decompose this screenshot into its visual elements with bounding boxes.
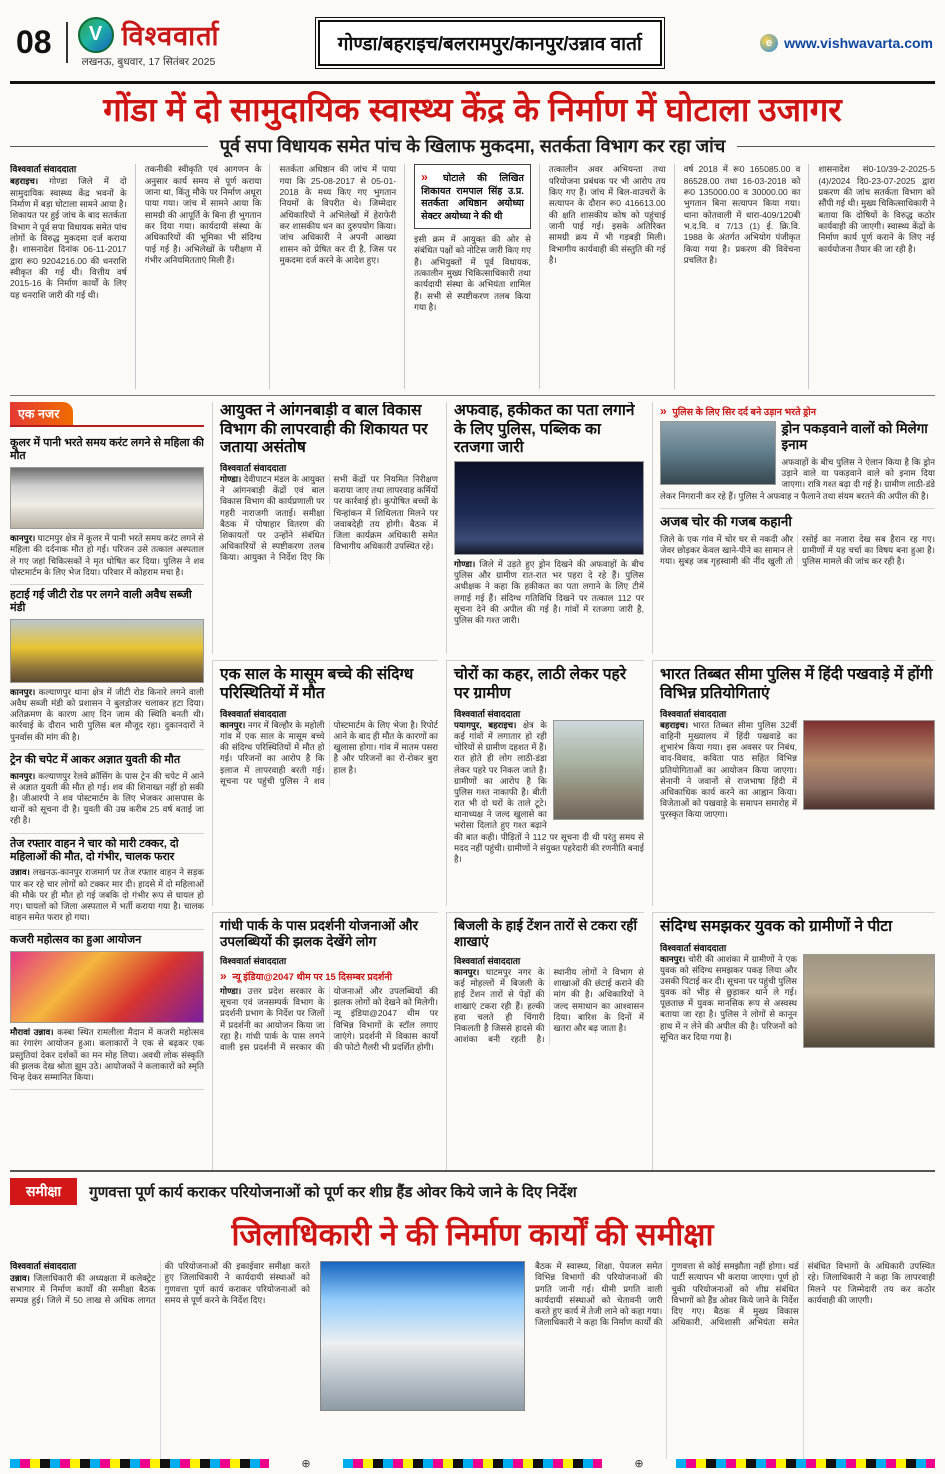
article-byline: विश्ववार्ता संवाददाता [454, 956, 521, 967]
review-text-left [10, 1261, 310, 1459]
article-commissioner-anganwadi [212, 402, 438, 654]
article-city: मौरावां उन्नाव। [10, 1027, 54, 1038]
article-text: उत्तर प्रदेश सरकार के सूचना एवं जनसम्पर्क विभाग के प्रदर्शनी प्रभाग के निर्देश पर जिलों में प्रदर्शनी का आयोजन किया जा रहा है। गांधी पार्क के पास लगने वाली इस प्रदर्शनी में सरकार की योजनाओं और उपलब्धियों की झलक लोगों को देखने को मिलेगी। न्यू इंडिया@2047 थीम पर विभिन्न विभागों के स्टॉल लगाए जाएंगे। प्रदर्शनी में विकास कार्यों की फोटो गैलरी भी प्रदर्शित होगी। [220, 986, 438, 1052]
review-strapline: गुणवत्ता पूर्ण कार्य कराकर परियोजनाओं को पूर्ण कर शीघ्र हैंड ओवर किये जाने के दिए निर्देश [89, 1183, 577, 1201]
lead-city: बहराइच। [10, 176, 39, 187]
article-body [220, 474, 438, 563]
article-title: कूलर में पानी भरते समय करंट लगने से महिला की मौत [10, 437, 204, 463]
review-headline: जिलाधिकारी ने की निर्माण कार्यों की समीक्षा [231, 1217, 714, 1253]
article-text: चोरी की आशंका में ग्रामीणों ने एक युवक को संदिग्ध समझकर पकड़ लिया और उसकी पिटाई कर दी। सूचना पर पहुंची पुलिस युवक को भीड़ से छुड़ाकर थाने ले गई। पूछताछ में युवक मानसिक रूप से अस्वस्थ बताया जा रहा है। पुलिस ने लोगों से कानून हाथ में न लेने की अपील की है। परिजनों को सूचित कर दिया गया है। [660, 953, 798, 1042]
article-body [10, 533, 204, 578]
right-top-stack [652, 402, 935, 654]
lead-column-5 [549, 164, 675, 389]
article-title: ड्रोन पकड़वाने वालों को मिलेगा इनाम [781, 421, 928, 453]
photo-dm-review-meeting [320, 1261, 525, 1411]
lead-column-2 [145, 164, 271, 389]
masthead [10, 6, 935, 84]
article-body [220, 986, 438, 1053]
cmyk-bar-left [10, 1459, 269, 1468]
article-title: संदिग्ध समझकर युवक को ग्रामीणों ने पीटा [660, 918, 893, 936]
article-text: क्षेत्र के कई गांवों में लगातार हो रही चोरियों से ग्रामीण दहशत में हैं। रात होते ही लोग लाठी-डंडा लेकर पहरे पर निकल जाते हैं। ग्रामीणों का आरोप है कि पुलिस गश्त नाकाफी है। बीती रात भी दो घरों के ताले टूटे। थानाध्यक्ष ने जल्द खुलासे का भरोसा दिलाते हुए गश्त बढ़ाने की बात कही। पीड़ितों ने 112 पर सूचना दी थी परंतु समय से मदद नहीं पहुंची। ग्रामीणों ने संयुक्त पहरेदारी की रणनीति बनाई है। [454, 719, 644, 864]
photo-crowd-incident [803, 954, 935, 1048]
cmyk-bar-center [343, 1459, 602, 1468]
kicker-text: पुलिस के लिए सिर दर्द बने उड़ान भरते ड्रोन [672, 407, 816, 419]
double-arrow-icon: » [421, 170, 428, 185]
article-city: कानपुर। [220, 719, 246, 730]
photo-electrocution-victim [10, 467, 204, 529]
article-infant-death [212, 660, 438, 906]
lead-byline: विश्ववार्ता संवाददाता [10, 164, 77, 175]
article-text: भारत तिब्बत सीमा पुलिस 32वीं वाहिनी मुख्यालय में हिंदी पखवाड़े का शुभारंभ किया गया। इस अवसर पर निबंध, वाद-विवाद, कविता पाठ सहित विभिन्न प्रतियोगिताओं का आयोजन किया जाएगा। सेनानी ने जवानों से राजभाषा हिंदी में अधिकाधिक कार्य करने का आह्वान किया। विजेताओं को पखवाड़े के समापन समारोह में पुरस्कृत किया जाएगा। [660, 719, 797, 820]
article-text: घाटमपुर क्षेत्र में कूलर में पानी भरते समय करंट लगने से महिला की दर्दनाक मौत हो गई। परिजन उसे तत्काल अस्पताल ले गए जहां चिकित्सकों ने मृत घोषित कर दिया। पुलिस ने शव पोस्टमार्टम के लिए भेज दिया। परिवार में कोहराम मचा है। [10, 533, 204, 577]
article-title: अजब चोर की गजब कहानी [660, 513, 792, 529]
article-text: देवीपाटन मंडल के आयुक्त ने आंगनबाड़ी केंद्रों एवं बाल विकास विभाग की कार्यप्रणाली पर गहरी नाराजगी जताई। समीक्षा बैठक में पोषाहार वितरण की शिकायतों पर उन्होंने संबंधित अधिकारियों से स्पष्टीकरण तलब किया। आयुक्त ने निर्देश दिए कि सभी केंद्रों पर नियमित निरीक्षण कराया जाए तथा लापरवाह कर्मियों पर कार्रवाई हो। कुपोषित बच्चों के चिन्हांकन में शिथिलता मिलने पर जवाबदेही तय होगी। बैठक में जिला कार्यक्रम अधिकारी समेत विभागीय अधिकारी उपस्थित रहे। [220, 474, 438, 563]
article-gandhi-park-exhibition [212, 912, 438, 1170]
article-cooler-death [10, 433, 204, 585]
photo-night-police-patrol [454, 461, 644, 555]
article-title: ट्रेन की चपेट में आकर अज्ञात युवती की मौत [10, 753, 181, 766]
masthead-left [12, 16, 219, 69]
article-city: गोण्डा। [220, 474, 242, 485]
article-city: पयागपुर, बहराइच। [454, 719, 517, 730]
photo-villagers-on-street [553, 720, 644, 820]
article-body: अफवाहों के बीच पुलिस ने ऐलान किया है कि ड्रोन उड़ाने वाले या पकड़वाने वाले को इनाम दिया जाएगा। रात्रि गश्त बढ़ा दी गई है। ग्रामीण लाठी-डंडे लेकर निगरानी कर रहे हैं। पुलिस ने अफवाह न फैलाने तथा संयम बरतने की अपील की है। [660, 457, 935, 501]
article-kajari-festival [10, 930, 204, 1090]
article-itbp-hindi-fortnight [652, 660, 935, 906]
paper-name: विश्ववार्ता [121, 21, 220, 51]
article-train-death [10, 750, 204, 834]
article-text: जिले में उड़ते हुए ड्रोन दिखने की अफवाहों के बीच पुलिस और ग्रामीण रात-रात भर पहरा दे रहे हैं। पुलिस अधीक्षक ने कहा कि हकीकत का पता लगाने के लिए टीमें लगाई गई हैं। संदिग्ध गतिविधि दिखने पर तत्काल 112 पर सूचना देने की अपील की गई है। गांवों में रतजगा जारी है, पुलिस की गश्त जारी। [454, 559, 644, 625]
article-text: कल्याणपुर थाना क्षेत्र में जीटी रोड किनारे लगने वाली अवैध सब्जी मंडी को प्रशासन ने बुलडोजर चलाकर हटा दिया। अतिक्रमण के कारण आए दिन जाम की स्थिति बनती थी। कार्रवाई के दौरान भारी पुलिस बल मौजूद रहा। दुकानदारों ने पुनर्वास की मांग की है। [10, 686, 204, 742]
article-city: कानपुर। [10, 533, 36, 544]
article-thieves-village-vigil [446, 660, 644, 906]
article-road-accident [10, 834, 204, 931]
article-title: अफवाह, हकीकत का पता लगाने के लिए पुलिस, पब्लिक का रतजगा जारी [454, 402, 635, 456]
lead-text-4: इसी क्रम में आयुक्त की ओर से संबंधित पक्षों को नोटिस जारी किए गए हैं। अभियुक्तों में पूर्व विधायक, तत्कालीन मुख्य चिकित्साधिकारी तथा कार्यदायी संस्था के अभियंता शामिल हैं। सभी से स्पष्टीकरण तलब किया गया है। [414, 233, 531, 312]
one-look-label: एक नजर [10, 402, 73, 425]
photo-itbp-event [803, 720, 935, 810]
article-text: लखनऊ-कानपुर राजमार्ग पर तेज रफ्तार वाहन ने सड़क पार कर रहे चार लोगों को टक्कर मार दी। हादसे में दो महिलाओं की मौके पर ही मौत हो गई जबकि दो गंभीर रूप से घायल हो गए। घायलों को जिला अस्पताल में भर्ती कराया गया है। चालक वाहन समेत फरार हो गया। [10, 867, 204, 923]
article-body [454, 967, 644, 1045]
one-look-rail [10, 402, 204, 1170]
article-body: जिले के एक गांव में चोर घर से नकदी और जेवर छोड़कर केवल खाने-पीने का सामान ले गया। सुबह जब गृहस्वामी की नींद खुली तो रसोई का नजारा देख सब हैरान रह गए। ग्रामीणों में यह चर्चा का विषय बना हुआ है। पुलिस मामले की जांच कर रही है। [660, 533, 935, 567]
paper-logo-icon: V [78, 17, 114, 53]
lead-text-3: सतर्कता अधिष्ठान की जांच में पाया गया कि 25-08-2017 से 05-01-2018 के मध्य किए गए भुगतान नियमों के विपरीत थे। जिम्मेदार अधिकारियों ने अभिलेखों में हेराफेरी कर शासकीय धन का दुरुपयोग किया। जांच अधिकारी ने अपनी आख्या शासन को प्रेषित कर दी है, जिस पर मुकदमा दर्ज करने के आदेश हुए। [279, 164, 397, 266]
page-number: 08 [12, 22, 68, 63]
article-title: एक साल के मासूम बच्चे की संदिग्ध परिस्थितियों में मौत [220, 666, 414, 702]
article-body [10, 687, 204, 743]
main-grid [10, 396, 935, 1172]
double-arrow-icon: » [220, 969, 227, 984]
lead-text-7: शासनादेश सं0-10/39-2-2025-5 (4)/2024 दि0-23-07-2025 द्वारा प्रकरण की जांच सतर्कता विभाग को सौंपी गई थी। मुख्य चिकित्साधिकारी ने बताया कि दोषियों के विरुद्ध कठोर कार्यवाही की जाएगी। स्वास्थ्य केंद्रों के निर्माण कार्य पूर्ण कराने के लिए नई कार्ययोजना तैयार की जा रही है। [818, 164, 935, 254]
review-byline: विश्ववार्ता संवाददाता [10, 1261, 77, 1272]
article-drone-rumour-vigil [446, 402, 644, 654]
kicker-text: न्यू इंडिया@2047 थीम पर 15 दिसम्बर प्रदर्शनी [232, 972, 393, 984]
edition-strip: गोण्डा/बहराइच/बलरामपुर/कानपुर/उन्नाव वार्ता [318, 20, 662, 66]
photo-police-with-drone [660, 421, 776, 485]
article-title: हटाई गई जीटी रोड पर लगने वाली अवैध सब्जी मंडी [10, 588, 192, 614]
article-strange-thief [660, 508, 935, 567]
lead-text-5: तत्कालीन अवर अभियन्ता तथा परियोजना प्रबंधक पर भी आरोप तय किए गए हैं। जांच में बिल-वाउचरों के सत्यापन के दौरान रू0 416613.00 की क्षति शासकीय कोष को पहुंचाई जानी पाई गई। इसके अतिरिक्त सामग्री क्रय में भी गड़बड़ी मिली। विभागीय कार्यवाही की संस्तुति की गई है। [548, 164, 666, 266]
print-color-bars [10, 1457, 935, 1470]
review-text-right: बैठक में स्वास्थ्य, शिक्षा, पेयजल समेत विभिन्न विभागों की परियोजनाओं की प्रगति जानी गई। धीमी प्रगति वाली कार्यदायी संस्थाओं को चेतावनी जारी करते हुए कार्य में तेजी लाने को कहा गया। जिलाधिकारी ने कहा कि निर्माण कार्यों की गुणवत्ता से कोई समझौता नहीं होगा। थर्ड पार्टी सत्यापन भी कराया जाएगा। पूर्ण हो चुकी परियोजनाओं को शीघ्र संबंधित विभागों को हैंड ओवर किये जाने के निर्देश दिए गए। बैठक में मुख्य विकास अधिकारी, अधिशासी अभियंता समेत संबंधित विभागों के अधिकारी उपस्थित रहे। जिलाधिकारी ने कहा कि लापरवाही मिलने पर जिम्मेदारी तय कर कठोर कार्यवाही की जाएगी। [535, 1261, 935, 1328]
logo-block [78, 16, 220, 69]
lead-callout-text: घोटाले की लिखित शिकायत रामपाल सिंह उ.प्र. सतर्कता अधिष्ठान अयोध्या सेक्टर अयोध्या ने की थी [421, 173, 524, 222]
article-title: तेज रफ्तार वाहन ने चार को मारी टक्कर, दो महिलाओं की मौत, दो गंभीर, चालक फरार [10, 837, 179, 863]
article-byline: विश्ववार्ता संवाददाता [454, 708, 521, 719]
one-look-header [10, 402, 204, 427]
article-byline: विश्ववार्ता संवाददाता [660, 942, 727, 953]
article-city: उन्नाव। [10, 867, 30, 878]
article-byline: विश्ववार्ता संवाददाता [220, 708, 287, 719]
article-text: नगर में बिल्हौर के महोली गांव में एक साल के मासूम बच्चे की संदिग्ध परिस्थितियों में मौत हो गई। परिजनों का आरोप है कि इलाज में लापरवाही बरती गई। सूचना पर पहुंची पुलिस ने शव पोस्टमार्टम के लिए भेजा है। रिपोर्ट आने के बाद ही मौत के कारणों का खुलासा होगा। गांव में मातम पसरा है और परिजनों का रो-रोकर बुरा हाल है। [220, 719, 438, 786]
article-kicker [220, 969, 438, 983]
article-byline: विश्ववार्ता संवाददाता [220, 956, 287, 967]
article-kicker [660, 404, 935, 418]
lead-column-6 [684, 164, 810, 389]
article-text: घाटमपुर नगर के कई मोहल्लों में बिजली के हाई टेंशन तारों से पेड़ों की शाखाएं टकरा रही हैं। हल्की हवा चलते ही चिंगारी निकलती है जिससे हादसे की आशंका बनी रहती है। स्थानीय लोगों ने विभाग से शाखाओं की छंटाई कराने की मांग की है। अधिकारियों ने जल्द समाधान का आश्वासन दिया। बारिश के दिनों में खतरा और बढ़ जाता है। [454, 967, 644, 1045]
article-city: गोण्डा। [454, 559, 476, 570]
article-title: आयुक्त ने आंगनबाड़ी व बाल विकास विभाग की लापरवाही की शिकायत पर जताया असंतोष [220, 402, 428, 456]
article-body [10, 771, 204, 827]
photo-excavator-demolition [10, 619, 204, 683]
review-city: उन्नाव। [10, 1272, 30, 1283]
lead-text-6: वर्ष 2018 में रू0 165085.00 व 86528.00 तथा 16-03-2018 को रू0 135000.00 व 30000.00 का भुगतान बिना सत्यापन किया गया। थाना कोतवाली में धारा-409/120बी भ.द.वि. व 7/13 (1) ई. क्रि.वि. 1988 के अंतर्गत अभियोग पंजीकृत किया गया है। प्रकरण की विवेचना प्रचलित है। [683, 164, 801, 266]
article-city: कानपुर। [10, 686, 36, 697]
lead-text-1: गोण्डा जिले में दो सामुदायिक स्वास्थ्य केंद्र भवनों के निर्माण में बड़ा घोटाला सामने आया है। शिकायत पर हुई जांच के बाद सतर्कता विभाग ने पूर्व सपा विधायक समेत पांच लोगों के विरुद्ध मुकदमा दर्ज कराया है। शासनादेश दिनांक 06-11-2017 द्वारा रू0 9204216.00 की धनराशि स्वीकृत की गई थी। वित्तीय वर्ष 2015-16 के निर्माण कार्यों के लिए यह धनराशि जारी की गई थी। [10, 176, 127, 300]
article-vegetable-market [10, 585, 204, 750]
lead-text-2: तकनीकी स्वीकृति एवं आगणन के अनुसार कार्य समय से पूर्ण कराया जाना था, किंतु मौके पर निर्माण अधूरा पाया गया। जांच में सामने आया कि सामग्री की आपूर्ति के बिना ही भुगतान कर दिया गया। कार्यदायी संस्था के अधिकारियों की भूमिका भी संदिग्ध पाई गई है। अभिलेखों के परीक्षण में गंभीर अनियमितताएं मिली हैं। [144, 164, 262, 266]
lead-subheadline-row [10, 134, 935, 158]
article-body [220, 720, 438, 787]
article-city: कानपुर। [10, 770, 36, 781]
review-body [10, 1261, 935, 1459]
review-section [10, 1172, 935, 1459]
logo-row [78, 16, 220, 53]
lead-column-4 [414, 164, 540, 389]
lead-column-1 [10, 164, 136, 389]
registration-mark-icon: ⊕ [634, 1458, 644, 1470]
article-high-tension-wires [446, 912, 644, 1170]
cmyk-bar-right [676, 1459, 935, 1468]
website-link[interactable]: www.vishwavarta.com [784, 34, 933, 51]
article-title: गांधी पार्क के पास प्रदर्शनी योजनाओं और उपलब्धियों की झलक देखेंगे लोग [220, 918, 419, 950]
lead-subheadline: पूर्व सपा विधायक समेत पांच के खिलाफ मुकदमा, सतर्कता विभाग कर रहा जांच [219, 136, 726, 157]
article-title: चोरों का कहर, लाठी लेकर पहरे पर ग्रामीण [454, 666, 627, 702]
article-body [454, 559, 644, 626]
lead-column-3 [279, 164, 405, 389]
lead-headline: गोंडा में दो सामुदायिक स्वास्थ्य केंद्र के निर्माण में घोटाला उजागर [103, 91, 842, 128]
article-body [660, 720, 935, 821]
article-title: कजरी महोत्सव का हुआ आयोजन [10, 934, 142, 947]
lead-column-7 [818, 164, 935, 389]
article-city: बहराइच। [660, 719, 689, 730]
article-youth-beaten [652, 912, 935, 1170]
article-byline: विश्ववार्ता संवाददाता [220, 463, 287, 474]
review-strip [10, 1178, 935, 1205]
article-byline: विश्ववार्ता संवाददाता [660, 708, 727, 719]
article-city: कानपुर। [454, 967, 480, 978]
article-title: बिजली के हाई टेंशन तारों से टकरा रहीं शाखाएं [454, 918, 637, 950]
article-body [454, 720, 644, 865]
article-text: कल्याणपुर रेलवे क्रॉसिंग के पास ट्रेन की चपेट में आने से अज्ञात युवती की मौत हो गई। शव की शिनाख्त नहीं हो सकी है। जीआरपी ने शव पोस्टमार्टम के लिए भेजकर आसपास के थानों को सूचना दी है। युवती की उम्र करीब 25 वर्ष बताई जा रही है। [10, 770, 204, 826]
web-globe-icon: e [760, 34, 778, 52]
article-body [10, 867, 204, 923]
article-title: भारत तिब्बत सीमा पुलिस में हिंदी पखवाड़े में होंगी विभिन्न प्रतियोगिताएं [660, 666, 933, 702]
article-city: कानपुर। [660, 953, 686, 964]
lead-callout-box [414, 164, 531, 229]
article-city: गोण्डा। [220, 986, 242, 997]
article-drone-reward [660, 404, 935, 502]
article-body [10, 1027, 204, 1083]
review-text: जिलाधिकारी की अध्यक्षता में कलेक्ट्रेट सभागार में निर्माण कार्यों की समीक्षा बैठक सम्पन्न हुई। जिले में 50 लाख से अधिक लागत की परियोजनाओं की इकाईवार समीक्षा करते हुए जिलाधिकारी ने कार्यदायी संस्थाओं को गुणवत्ता पूर्ण कार्य कराकर परियोजनाओं को समय से पूर्ण करने के निर्देश दिए। [10, 1261, 310, 1306]
masthead-right [760, 34, 933, 52]
article-text: कस्बा स्थित रामलीला मैदान में कजरी महोत्सव का रंगारंग आयोजन हुआ। कलाकारों ने एक से बढ़कर एक प्रस्तुतियां देकर दर्शकों का मन मोह लिया। अवधी लोक संस्कृति की झलक देख श्रोता झूम उठे। आयोजकों ने कलाकारों को स्मृति चिन्ह देकर सम्मानित किया। [10, 1027, 204, 1082]
article-body [660, 954, 935, 1043]
lead-body [10, 164, 935, 396]
double-arrow-icon: » [660, 404, 667, 419]
dateline: लखनऊ, बुधवार, 17 सितंबर 2025 [81, 56, 216, 68]
registration-mark-icon: ⊕ [301, 1458, 311, 1470]
review-label: समीक्षा [10, 1178, 77, 1205]
photo-kajari-festival-stage [10, 951, 204, 1023]
